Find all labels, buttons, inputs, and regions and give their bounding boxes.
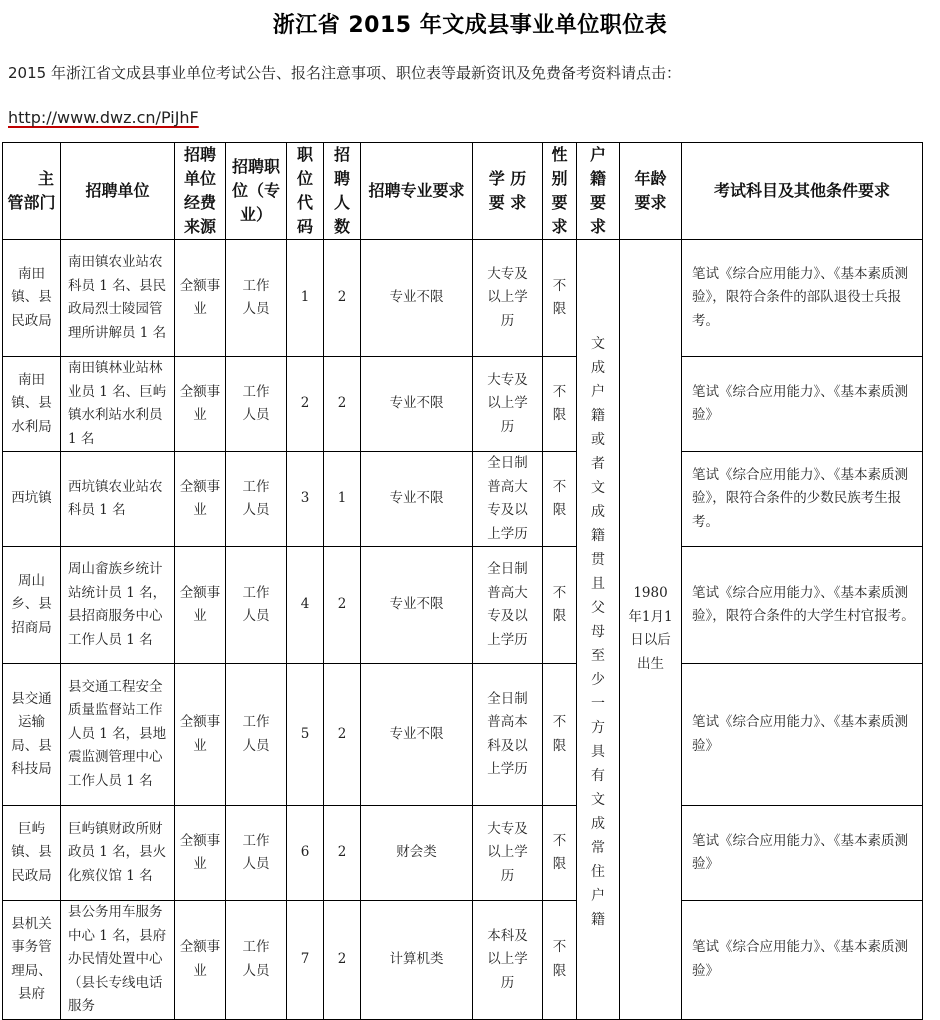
cell-education: 全日制普高大专及以上学历 bbox=[473, 452, 543, 547]
cell-unit: 县交通工程安全质量监督站工作人员 1 名，县地震监测管理中心工作人员 1 名 bbox=[61, 664, 175, 806]
hukou-text: 文成户籍或者文成籍贯且父母至少一方具有文成常住户籍 bbox=[591, 336, 605, 929]
cell-position: 工作人员 bbox=[226, 357, 287, 452]
table-header-row bbox=[3, 143, 923, 240]
cell-count: 2 bbox=[324, 357, 361, 452]
cell-gender: 不限 bbox=[543, 547, 577, 664]
cell-funding: 全额事业 bbox=[175, 901, 226, 1020]
cell-unit: 周山畲族乡统计站统计员 1 名，县招商服务中心工作人员 1 名 bbox=[61, 547, 175, 664]
cell-education: 全日制普高大专及以上学历 bbox=[473, 547, 543, 664]
cell-major: 专业不限 bbox=[361, 357, 473, 452]
header-funding: 招聘单位经费来源 bbox=[175, 143, 226, 240]
cell-other: 笔试《综合应用能力》、《基本素质测验》，限符合条件的大学生村官报考。 bbox=[682, 547, 923, 664]
cell-education: 全日制普高本科及以上学历 bbox=[473, 664, 543, 806]
cell-major: 专业不限 bbox=[361, 664, 473, 806]
cell-position: 工作人员 bbox=[226, 664, 287, 806]
cell-other: 笔试《综合应用能力》、《基本素质测验》，限符合条件的少数民族考生报考。 bbox=[682, 452, 923, 547]
cell-funding: 全额事业 bbox=[175, 240, 226, 357]
header-unit: 招聘单位 bbox=[61, 143, 175, 240]
cell-education: 大专及以上学历 bbox=[473, 240, 543, 357]
cell-major: 专业不限 bbox=[361, 547, 473, 664]
cell-count: 2 bbox=[324, 664, 361, 806]
cell-gender: 不限 bbox=[543, 664, 577, 806]
cell-code: 1 bbox=[287, 240, 324, 357]
cell-unit: 西坑镇农业站农科员 1 名 bbox=[61, 452, 175, 547]
header-major: 招聘专业要求 bbox=[361, 143, 473, 240]
cell-code: 7 bbox=[287, 901, 324, 1020]
header-position: 招聘职位（专业） bbox=[226, 143, 287, 240]
cell-dept: 周山乡、县招商局 bbox=[3, 547, 61, 664]
cell-unit: 南田镇农业站农科员 1 名、县民政局烈士陵园管理所讲解员 1 名 bbox=[61, 240, 175, 357]
cell-position: 工作人员 bbox=[226, 452, 287, 547]
position-table bbox=[2, 142, 923, 1020]
table-row bbox=[3, 452, 923, 547]
cell-other: 笔试《综合应用能力》、《基本素质测验》 bbox=[682, 806, 923, 901]
cell-position: 工作人员 bbox=[226, 806, 287, 901]
cell-other: 笔试《综合应用能力》、《基本素质测验》 bbox=[682, 664, 923, 806]
header-code: 职位代码 bbox=[287, 143, 324, 240]
document-title: 浙江省 2015 年文成县事业单位职位表 bbox=[272, 13, 668, 38]
cell-unit: 巨屿镇财政所财政员 1 名，县火化殡仪馆 1 名 bbox=[61, 806, 175, 901]
cell-dept: 南田镇、县民政局 bbox=[3, 240, 61, 357]
cell-dept: 巨屿镇、县民政局 bbox=[3, 806, 61, 901]
cell-code: 3 bbox=[287, 452, 324, 547]
cell-position: 工作人员 bbox=[226, 240, 287, 357]
cell-position: 工作人员 bbox=[226, 901, 287, 1020]
cell-code: 2 bbox=[287, 357, 324, 452]
cell-other: 笔试《综合应用能力》、《基本素质测验》 bbox=[682, 357, 923, 452]
cell-hukou bbox=[577, 240, 620, 1020]
cell-funding: 全额事业 bbox=[175, 357, 226, 452]
cell-gender: 不限 bbox=[543, 240, 577, 357]
cell-code: 4 bbox=[287, 547, 324, 664]
cell-count: 2 bbox=[324, 901, 361, 1020]
header-age: 年龄要求 bbox=[620, 143, 682, 240]
cell-count: 2 bbox=[324, 547, 361, 664]
cell-major: 专业不限 bbox=[361, 452, 473, 547]
cell-age: 1980年1月1日以后出生 bbox=[620, 240, 682, 1020]
cell-funding: 全额事业 bbox=[175, 452, 226, 547]
cell-position: 工作人员 bbox=[226, 547, 287, 664]
cell-code: 5 bbox=[287, 664, 324, 806]
cell-major: 财会类 bbox=[361, 806, 473, 901]
info-link[interactable]: http://www.dwz.cn/PiJhF bbox=[8, 108, 199, 127]
cell-count: 2 bbox=[324, 240, 361, 357]
cell-major: 计算机类 bbox=[361, 901, 473, 1020]
header-other: 考试科目及其他条件要求 bbox=[682, 143, 923, 240]
table-row bbox=[3, 547, 923, 664]
header-gender: 性别要求 bbox=[543, 143, 577, 240]
cell-gender: 不限 bbox=[543, 806, 577, 901]
cell-count: 1 bbox=[324, 452, 361, 547]
table-row bbox=[3, 357, 923, 452]
cell-unit: 南田镇林业站林业员 1 名、巨屿镇水利站水利员 1 名 bbox=[61, 357, 175, 452]
intro-text: 2015 年浙江省文成县事业单位考试公告、报名注意事项、职位表等最新资讯及免费备考资料请点击： bbox=[8, 64, 681, 82]
cell-count: 2 bbox=[324, 806, 361, 901]
header-count: 招聘人数 bbox=[324, 143, 361, 240]
cell-education: 大专及以上学历 bbox=[473, 357, 543, 452]
cell-other: 笔试《综合应用能力》、《基本素质测验》，限符合条件的部队退役士兵报考。 bbox=[682, 240, 923, 357]
cell-major: 专业不限 bbox=[361, 240, 473, 357]
table-row bbox=[3, 240, 923, 357]
table-row bbox=[3, 806, 923, 901]
cell-dept: 县机关事务管理局、县府 bbox=[3, 901, 61, 1020]
cell-gender: 不限 bbox=[543, 452, 577, 547]
cell-gender: 不限 bbox=[543, 357, 577, 452]
cell-unit: 县公务用车服务中心 1 名，县府办民情处置中心（县长专线电话服务 bbox=[61, 901, 175, 1020]
header-dept: 主 管部门 bbox=[3, 143, 61, 240]
cell-dept: 西坑镇 bbox=[3, 452, 61, 547]
cell-funding: 全额事业 bbox=[175, 806, 226, 901]
cell-dept: 南田镇、县水利局 bbox=[3, 357, 61, 452]
header-hukou: 户籍要求 bbox=[577, 143, 620, 240]
cell-code: 6 bbox=[287, 806, 324, 901]
cell-dept: 县交通运输局、县科技局 bbox=[3, 664, 61, 806]
header-education: 学 历 要 求 bbox=[473, 143, 543, 240]
cell-other: 笔试《综合应用能力》、《基本素质测验》 bbox=[682, 901, 923, 1020]
table-row bbox=[3, 901, 923, 1020]
cell-gender: 不限 bbox=[543, 901, 577, 1020]
cell-education: 大专及以上学历 bbox=[473, 806, 543, 901]
table-row bbox=[3, 664, 923, 806]
cell-education: 本科及以上学历 bbox=[473, 901, 543, 1020]
cell-funding: 全额事业 bbox=[175, 664, 226, 806]
cell-funding: 全额事业 bbox=[175, 547, 226, 664]
